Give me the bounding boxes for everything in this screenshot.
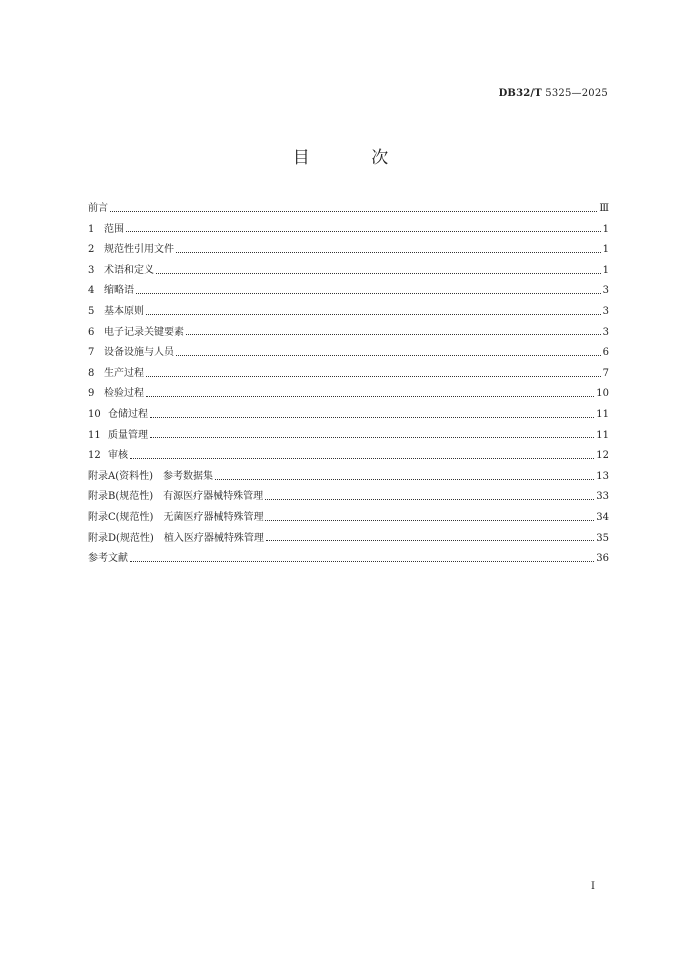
toc-entry-number: 12 bbox=[88, 450, 101, 462]
toc-entry-label: 仓储过程 bbox=[108, 408, 148, 420]
toc-leader-dots bbox=[130, 560, 594, 562]
toc-entry[interactable] bbox=[88, 220, 609, 241]
toc-leader-dots bbox=[150, 416, 594, 418]
toc-entry[interactable] bbox=[88, 529, 609, 550]
toc-entry-page: 1 bbox=[602, 264, 609, 276]
toc-leader-dots bbox=[110, 210, 597, 212]
toc-entry-title bbox=[88, 487, 263, 508]
toc-leader-dots bbox=[146, 375, 601, 377]
toc-entry-label: 附录B(规范性) 有源医疗器械特殊管理 bbox=[88, 491, 264, 503]
toc-entry-page: 34 bbox=[596, 511, 609, 523]
toc-entry-number: 2 bbox=[88, 244, 95, 256]
toc-entry-label: 审核 bbox=[108, 450, 128, 462]
page-title: 目 次 bbox=[292, 148, 417, 168]
toc-entry-title bbox=[88, 364, 144, 385]
toc-entry-page: 7 bbox=[602, 367, 609, 379]
toc-entry-title bbox=[88, 323, 184, 344]
toc-entry-number: 5 bbox=[88, 305, 95, 317]
table-of-contents bbox=[88, 199, 609, 570]
toc-entry-page: 1 bbox=[602, 244, 609, 256]
toc-entry-page: 10 bbox=[596, 388, 609, 400]
toc-entry-title bbox=[88, 467, 213, 488]
toc-entry[interactable] bbox=[88, 446, 609, 467]
toc-entry[interactable] bbox=[88, 261, 609, 282]
toc-entry-page: 13 bbox=[596, 470, 609, 482]
toc-entry-title bbox=[88, 529, 264, 550]
toc-entry-label: 设备设施与人员 bbox=[104, 347, 174, 359]
toc-leader-dots bbox=[130, 457, 594, 459]
toc-entry-number: 11 bbox=[88, 429, 101, 441]
toc-entry-page: 33 bbox=[596, 491, 609, 503]
toc-entry-number: 8 bbox=[88, 367, 95, 379]
toc-entry[interactable] bbox=[88, 281, 609, 302]
toc-entry[interactable] bbox=[88, 487, 609, 508]
toc-leader-dots bbox=[150, 436, 594, 438]
toc-entry-page: 1 bbox=[602, 223, 609, 235]
standard-prefix: DB bbox=[498, 88, 517, 99]
toc-entry-page: Ⅲ bbox=[599, 203, 609, 214]
toc-entry-number: 4 bbox=[88, 285, 95, 297]
toc-entry-page: 35 bbox=[596, 532, 609, 544]
toc-entry-title bbox=[88, 549, 128, 570]
standard-number: 5325—2025 bbox=[545, 88, 608, 99]
toc-entry[interactable] bbox=[88, 467, 609, 488]
toc-entry-label: 电子记录关键要素 bbox=[104, 326, 184, 338]
toc-leader-dots bbox=[146, 313, 601, 315]
toc-entry-title bbox=[88, 384, 144, 405]
toc-leader-dots bbox=[176, 251, 601, 253]
toc-leader-dots bbox=[126, 230, 601, 232]
toc-entry-title bbox=[88, 302, 144, 323]
toc-entry-number: 9 bbox=[88, 388, 95, 400]
toc-entry-label: 质量管理 bbox=[108, 429, 148, 441]
toc-entry[interactable] bbox=[88, 426, 609, 447]
toc-entry-page: 6 bbox=[602, 347, 609, 359]
toc-entry-label: 规范性引用文件 bbox=[104, 244, 174, 256]
toc-entry[interactable] bbox=[88, 405, 609, 426]
toc-entry[interactable] bbox=[88, 549, 609, 570]
toc-entry-page: 3 bbox=[602, 305, 609, 317]
toc-leader-dots bbox=[156, 272, 601, 274]
standard-series: 32/T bbox=[516, 88, 542, 99]
toc-leader-dots bbox=[136, 292, 601, 294]
toc-entry[interactable] bbox=[88, 199, 609, 220]
toc-entry-label: 附录A(资料性) 参考数据集 bbox=[88, 470, 214, 482]
toc-entry[interactable] bbox=[88, 384, 609, 405]
toc-entry-title bbox=[88, 405, 148, 426]
toc-entry-title bbox=[88, 220, 124, 241]
toc-entry-page: 3 bbox=[602, 285, 609, 297]
toc-entry-title bbox=[88, 446, 128, 467]
toc-entry-label: 术语和定义 bbox=[104, 264, 154, 276]
toc-entry-page: 11 bbox=[596, 408, 609, 420]
toc-entry-title bbox=[88, 343, 174, 364]
toc-entry[interactable] bbox=[88, 323, 609, 344]
toc-entry-title bbox=[88, 240, 174, 261]
toc-entry-label: 范围 bbox=[104, 223, 124, 235]
page-number: Ⅰ bbox=[591, 881, 595, 892]
toc-entry-label: 前言 bbox=[88, 203, 108, 214]
toc-entry-title bbox=[88, 281, 134, 302]
toc-entry-label: 生产过程 bbox=[104, 367, 144, 379]
toc-entry[interactable] bbox=[88, 364, 609, 385]
standard-code bbox=[499, 88, 608, 99]
toc-entry-title bbox=[88, 508, 263, 529]
toc-entry-title bbox=[88, 426, 148, 447]
toc-entry-page: 36 bbox=[596, 553, 609, 565]
toc-entry[interactable] bbox=[88, 508, 609, 529]
toc-entry-label: 检验过程 bbox=[104, 388, 144, 400]
toc-leader-dots bbox=[176, 354, 601, 356]
toc-entry-title bbox=[88, 261, 154, 282]
toc-entry[interactable] bbox=[88, 302, 609, 323]
toc-leader-dots bbox=[186, 333, 601, 335]
toc-entry-title bbox=[88, 199, 108, 220]
toc-entry-number: 7 bbox=[88, 347, 95, 359]
toc-entry-page: 3 bbox=[602, 326, 609, 338]
toc-entry-number: 6 bbox=[88, 326, 95, 338]
toc-entry-label: 缩略语 bbox=[104, 285, 134, 297]
toc-entry-page: 11 bbox=[596, 429, 609, 441]
toc-leader-dots bbox=[266, 539, 594, 541]
toc-entry[interactable] bbox=[88, 343, 609, 364]
toc-leader-dots bbox=[265, 498, 594, 500]
toc-entry-number: 1 bbox=[88, 223, 95, 235]
toc-entry-label: 参考文献 bbox=[88, 553, 128, 565]
toc-leader-dots bbox=[215, 478, 594, 480]
toc-entry-label: 附录C(规范性) 无菌医疗器械特殊管理 bbox=[88, 511, 264, 523]
toc-entry-page: 12 bbox=[596, 450, 609, 462]
toc-leader-dots bbox=[146, 395, 594, 397]
toc-entry-number: 10 bbox=[88, 408, 101, 420]
toc-entry-label: 附录D(规范性) 植入医疗器械特殊管理 bbox=[88, 532, 264, 544]
toc-leader-dots bbox=[265, 519, 594, 521]
toc-entry[interactable] bbox=[88, 240, 609, 261]
toc-entry-label: 基本原则 bbox=[104, 305, 144, 317]
toc-entry-number: 3 bbox=[88, 264, 95, 276]
